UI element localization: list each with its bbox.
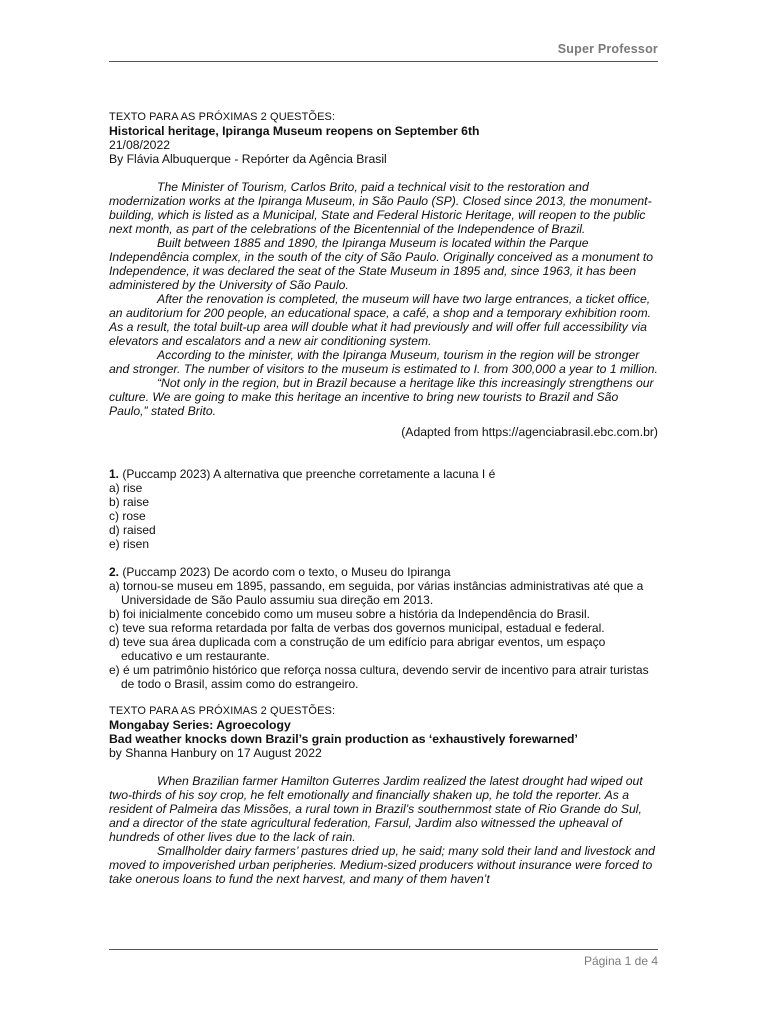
text1-paragraph: Built between 1885 and 1890, the Ipiranga Museum is located within the Parque Independência complex, in the south of the city of São Paulo. Originally conceived as a monument to Independence, it was declared the seat of the State Museum in 1895 and, since 1963, it has been administered by the University of São Paulo. [109, 236, 654, 292]
text1-source: (Adapted from https://agenciabrasil.ebc.com.br) [401, 425, 658, 439]
page-number: Página 1 de 4 [583, 954, 658, 968]
alternative: b) foi inicialmente concebido como um museu sobre a história da Independência do Brasil. [109, 607, 590, 621]
brand-name: Super Professor [557, 42, 658, 56]
alternative: a) tornou-se museu em 1895, passando, em seguida, por várias instâncias administrativas até que a Universidade de São Paulo assumiu sua direção em 2013. [109, 579, 644, 607]
text2-title: Bad weather knocks down Brazil’s grain production as ‘exhaustively forewarned’ [109, 732, 578, 746]
text1-paragraph: “Not only in the region, but in Brazil because a heritage like this increasingly strengthens our culture. We are going to make this heritage an incentive to bring new tourists to Brazil and São Paulo,” stated Brito. [109, 376, 654, 418]
document-page [109, 0, 658, 1024]
question-text: (Puccamp 2023) A alternativa que preenche corretamente a lacuna I é [119, 467, 496, 481]
alternative: e) risen [109, 537, 150, 551]
page-footer [109, 949, 658, 968]
question-2 [109, 565, 658, 691]
text1-paragraph: The Minister of Tourism, Carlos Brito, paid a technical visit to the restoration and modernization works at the Ipiranga Museum, in São Paulo (SP). Closed since 2013, the monument-building, which is listed as a Municipal, State and Federal Historic Heritage, will reopen to the public next month, as part of the celebrations of the Bicentennial of the Independence of Brazil. [109, 180, 652, 236]
alternative: c) rose [109, 509, 146, 523]
question-text: (Puccamp 2023) De acordo com o texto, o Museu do Ipiranga [119, 565, 451, 579]
alternative: d) raised [109, 523, 156, 537]
question-number: 2. [109, 565, 120, 579]
text2-byline: by Shanna Hanbury on 17 August 2022 [109, 746, 322, 760]
question-1 [109, 467, 658, 551]
text2-paragraph: Smallholder dairy farmers’ pastures dried up, he said; many sold their land and livestock and moved to impoverished urban peripheries. Medium-sized producers without insurance were forced to take onerous loans to fund the next harvest, and many of them haven’t [109, 844, 655, 886]
text1-byline: By Flávia Albuquerque - Repórter da Agência Brasil [109, 152, 387, 166]
page-header [109, 42, 658, 62]
text1-title: Historical heritage, Ipiranga Museum reopens on September 6th [109, 124, 480, 138]
question-stem [109, 467, 658, 481]
text1-intro: TEXTO PARA AS PRÓXIMAS 2 QUESTÕES: [109, 111, 336, 123]
text1-paragraph: After the renovation is completed, the museum will have two large entrances, a ticket office, an auditorium for 200 people, an educational space, a café, a shop and a temporary exhibition room. As a result, the total built-up area will double what it had previously and will offer full accessibility via elevators and escalators and a new air conditioning system. [109, 292, 652, 348]
text2-paragraph: When Brazilian farmer Hamilton Guterres Jardim realized the latest drought had wiped out two-thirds of his soy crop, he felt emotionally and financially shaken up, he told the reporter. As a resident of Palmeira das Missões, a rural town in Brazil’s southernmost state of Rio Grande do Sul, and a director of the state agricultural federation, Farsul, Jardim also witnessed the upheaval of hundreds of other lives due to the lack of rain. [109, 774, 643, 844]
question-stem [109, 565, 658, 579]
text2-series: Mongabay Series: Agroecology [109, 718, 291, 732]
alternative: b) raise [109, 495, 150, 509]
alternative: c) teve sua reforma retardada por falta de verbas dos governos municipal, estadual e federal. [109, 621, 605, 635]
alternative: d) teve sua área duplicada com a construção de um edifício para abrigar eventos, um espaço educativo e um restaurante. [109, 635, 606, 663]
alternative: e) é um patrimônio histórico que reforça nossa cultura, devendo servir de incentivo para atrair turistas de todo o Brasil, assim como do estrangeiro. [109, 663, 649, 691]
text1-date: 21/08/2022 [109, 138, 170, 152]
text1-paragraph: According to the minister, with the Ipiranga Museum, tourism in the region will be stronger and stronger. The number of visitors to the museum is estimated to I. from 300,000 a year to 1 million. [109, 348, 658, 376]
text2-intro: TEXTO PARA AS PRÓXIMAS 2 QUESTÕES: [109, 705, 336, 717]
page-content [109, 111, 658, 886]
alternative: a) rise [109, 481, 143, 495]
question-number: 1. [109, 467, 120, 481]
